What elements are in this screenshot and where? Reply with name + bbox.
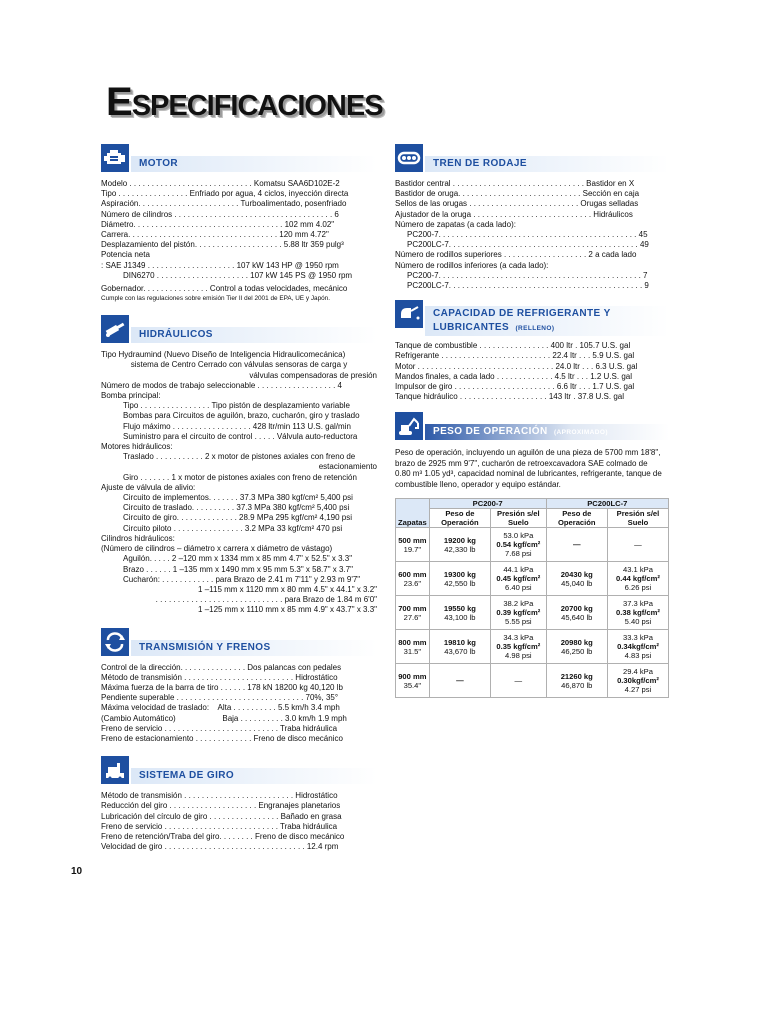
tren-specs [395, 179, 669, 291]
cell-value: 19200 kg [443, 535, 476, 545]
spec-line: Cucharón: . . . . . . . . . . . . para Brazo de 2.41 m 7'11" y 2.93 m 9'7" [123, 574, 361, 584]
col-peso: Peso de Operación [429, 509, 490, 528]
cell-value: 900 mm [398, 671, 427, 681]
col-peso: Peso de Operación [546, 509, 607, 528]
table-cell [429, 562, 490, 596]
spec-line: Método de transmisión . . . . . . . . . . . . . . . . . . . . . . . . . Hidrostático [101, 791, 338, 801]
cell-value: 43,100 lb [444, 612, 476, 622]
spec-line: Impulsor de giro . . . . . . . . . . . . . . . . . . . . . . . 6.6 ltr . . . 1.7 U.S. gal [395, 382, 635, 392]
table-cell [396, 630, 430, 664]
spec-line: Aspiración. . . . . . . . . . . . . . . . . . . . . . . Turboalimentado, posenfriado [101, 199, 347, 209]
spec-line: PC200-7. . . . . . . . . . . . . . . . . . . . . . . . . . . . . . . . . . . . . . . . . . . . . 45 [407, 230, 648, 240]
spec-line: Pendiente superable . . . . . . . . . . . . . . . . . . . . . . . . . . . . . 70%, 35° [101, 693, 339, 703]
spec-line: : SAE J1349 . . . . . . . . . . . . . . . . . . . . 107 kW 143 HP @ 1950 rpm [101, 260, 339, 270]
cell-value: 19.7" [403, 544, 422, 554]
cell-value: 4.83 psi [624, 651, 652, 661]
motor-header [101, 142, 377, 176]
spec-line: DIN6270 . . . . . . . . . . . . . . . . . . . . . 107 kW 145 PS @ 1950 rpm [123, 270, 353, 280]
spec-line: Tipo . . . . . . . . . . . . . . . . Enfriado por agua, 4 ciclos, inyección directa [101, 189, 349, 199]
spec-line: Aguilón. . . . . 2 –120 mm x 1334 mm x 85 mm 4.7" x 52.5" x 3.3" [123, 554, 353, 564]
motor-title: MOTOR [139, 158, 179, 169]
spec-line: Bombas para Circuitos de aguilón, brazo, cucharón, giro y traslado [123, 411, 360, 421]
capacidad-title: CAPACIDAD DE REFRIGERANTE Y LUBRICANTES (RELLENO) [433, 308, 611, 334]
spec-line: Motores hidráulicos: [101, 442, 173, 452]
cell-value: 20700 kg [560, 603, 593, 613]
cell-value: 4.27 psi [624, 685, 652, 695]
spec-line: Gobernador. . . . . . . . . . . . . . . Control a todas velocidades, mecánico [101, 284, 348, 294]
left-column [101, 140, 377, 852]
table-row [396, 664, 669, 698]
cell-value: 0.38 kgf/cm² [616, 608, 660, 618]
cell-value: 20430 kg [560, 569, 593, 579]
transmision-specs [101, 663, 377, 745]
engine-icon [101, 144, 129, 172]
spec-line: Freno de servicio . . . . . . . . . . . . . . . . . . . . . . . . . . Traba hidráulica [101, 723, 338, 733]
table-cell [491, 562, 546, 596]
table-cell [546, 528, 607, 562]
spec-line: Refrigerante . . . . . . . . . . . . . . . . . . . . . . . . . 22.4 ltr . . . 5.9 U.S. gal [395, 351, 635, 361]
table-cell [396, 596, 430, 630]
cell-value: 5.55 psi [505, 617, 532, 627]
cell-value: 27.6" [403, 612, 422, 622]
cell-value: — [514, 676, 523, 686]
table-cell [546, 630, 607, 664]
cell-value: 6.40 psi [505, 583, 532, 593]
spec-line: (Número de cilindros – diámetro x carrera x diámetro de vástago) [101, 544, 333, 554]
weight-table [395, 498, 669, 698]
spec-line: (Cambio Automático) Baja . . . . . . . . . . 3.0 km/h 1.9 mph [101, 713, 347, 723]
col-zapatas: Zapatas [396, 499, 430, 528]
motor-specs [101, 179, 377, 303]
giro-header [101, 754, 377, 788]
peso-title: PESO DE OPERACIÓN (APROXIMADO) [433, 426, 608, 438]
cell-value: 600 mm [398, 569, 427, 579]
spec-line: Número de zapatas (a cada lado): [395, 219, 516, 229]
table-cell [396, 528, 430, 562]
model-pc200lc: PC200LC-7 [546, 499, 668, 509]
cell-value: 500 mm [398, 535, 427, 545]
spec-line: Potencia neta [101, 250, 150, 260]
spec-line: Máxima velocidad de traslado: Alta . . . . . . . . . . 5.5 km/h 3.4 mph [101, 703, 340, 713]
spec-line: Número de modos de trabajo seleccionable . . . . . . . . . . . . . . . . . . 4 [101, 380, 342, 390]
cell-value: 42,550 lb [444, 578, 476, 588]
emission-note: Cumple con las regulaciones sobre emisión Tier II del 2001 de EPA, UE y Japón. [101, 295, 331, 303]
cell-value: 34.3 kPa [503, 633, 534, 643]
spec-line: 1 –115 mm x 1120 mm x 80 mm 4.5" x 44.1" x 3.2" [198, 584, 377, 594]
right-column [395, 140, 669, 698]
spec-line: Bomba principal: [101, 391, 161, 401]
hidraulicos-specs [101, 350, 377, 615]
spec-line: Máxima fuerza de la barra de tiro . . . . . . 178 kN 18200 kg 40,120 lb [101, 682, 343, 692]
cell-value: 44.1 kPa [503, 565, 534, 575]
spec-line: Carrera. . . . . . . . . . . . . . . . . . . . . . . . . . . . . . . . . . 120 mm 4.72" [101, 230, 329, 240]
table-cell [546, 596, 607, 630]
table-row [396, 630, 669, 664]
track-icon [395, 144, 423, 172]
cell-value: 21260 kg [560, 671, 593, 681]
hidraulicos-header [101, 313, 377, 347]
peso-header [395, 410, 669, 444]
cell-value: 29.4 kPa [622, 667, 653, 677]
spec-line: Circuito de implementos. . . . . . . 37.3 MPa 380 kgf/cm² 5,400 psi [123, 493, 353, 503]
spec-line: Modelo . . . . . . . . . . . . . . . . . . . . . . . . . . . . Komatsu SAA6D102E-2 [101, 179, 340, 188]
table-cell [607, 664, 668, 698]
table-cell [546, 664, 607, 698]
spec-line: Tanque de combustible . . . . . . . . . . . . . . . . 400 ltr . 105.7 U.S. gal [395, 341, 631, 351]
cell-value: 0.54 kgf/cm² [496, 540, 541, 550]
cell-value: 19550 kg [443, 603, 476, 613]
cell-value: 19300 kg [443, 569, 476, 579]
table-cell [607, 528, 668, 562]
spec-line: Número de cilindros . . . . . . . . . . . . . . . . . . . . . . . . . . . . . . . . . . . . 6 [101, 209, 339, 219]
tren-title: TREN DE RODAJE [433, 158, 527, 169]
page-number: 10 [71, 866, 83, 877]
table-row [396, 596, 669, 630]
swing-system-icon [101, 756, 129, 784]
cell-value: 0.35 kgf/cm² [496, 642, 541, 652]
spec-line: Tipo . . . . . . . . . . . . . . . . Tipo pistón de desplazamiento variable [123, 401, 350, 411]
capacidad-specs [395, 341, 669, 402]
spec-line: Tanque hidráulico . . . . . . . . . . . . . . . . . . . . 143 ltr . 37.8 U.S. gal [395, 392, 624, 402]
spec-line: Mandos finales, a cada lado . . . . . . . . . . . . . 4.5 ltr . . . 1.2 U.S. gal [395, 371, 632, 381]
spec-line: Lubricación del círculo de giro . . . . . . . . . . . . . . . . Bañado en grasa [101, 811, 342, 821]
cell-value: 20980 kg [560, 637, 593, 647]
col-presion: Presión s/el Suelo [607, 509, 668, 528]
cell-value: 31.5" [403, 646, 422, 656]
table-cell [396, 664, 430, 698]
spec-line: Ajuste de válvula de alivio: [101, 482, 196, 492]
cell-value: 23.6" [403, 578, 422, 588]
spec-line: . . . . . . . . . . . . . . . . . . . . . . . . . . . . . para Brazo de 1.84 m 6'0" [155, 595, 377, 605]
spec-line: Tipo Hydraumind (Nuevo Diseño de Inteligencia Hidraulicomecánica) [101, 350, 346, 360]
spec-line: Suministro para el circuito de control . . . . . Válvula auto-reductora [123, 431, 358, 441]
cell-value: — [634, 540, 642, 550]
cell-value: — [572, 540, 581, 550]
cell-value: 0.44 kgf/cm² [616, 574, 660, 584]
cell-value: 33.3 kPa [622, 633, 653, 643]
cell-value: 43.1 kPa [622, 565, 653, 575]
table-cell [607, 562, 668, 596]
spec-line: Freno de estacionamiento . . . . . . . . . . . . . Freno de disco mecánico [101, 733, 343, 743]
peso-description: Peso de operación, incluyendo un aguilón de una pieza de 5700 mm 18'8", brazo de 2925 mm 9'7", cucharón de retroexcavadora SAE colmado de 0.80 m³ 1.05 yd³, capacidad nominal de lubricantes, refrigerante, tanque de combustible lleno, operador y equipo estándar. [395, 448, 662, 489]
cell-value: 0.39 kgf/cm² [496, 608, 541, 618]
excavator-icon [395, 412, 423, 440]
table-cell [429, 528, 490, 562]
spec-line: Flujo máximo . . . . . . . . . . . . . . . . . . 428 ltr/min 113 U.S. gal/min [123, 421, 351, 431]
cell-value: 37.3 kPa [622, 599, 653, 609]
model-pc200: PC200-7 [429, 499, 546, 509]
spec-line: estacionamiento [318, 462, 377, 472]
table-cell [429, 596, 490, 630]
cell-value: 45,040 lb [561, 578, 593, 588]
spec-line: Circuito de traslado. . . . . . . . . . 37.3 MPa 380 kgf/cm² 5,400 psi [123, 503, 350, 513]
hydraulic-cylinder-icon [101, 315, 129, 343]
cell-value: 46,250 lb [561, 646, 593, 656]
cell-value: 38.2 kPa [503, 599, 534, 609]
spec-line: Brazo . . . . . . 1 –135 mm x 1490 mm x 95 mm 5.3" x 58.7" x 3.7" [123, 564, 353, 574]
spec-line: Bastidor de oruga. . . . . . . . . . . . . . . . . . . . . . . . . . . . Sección en caja [395, 189, 640, 199]
weight-table-body [396, 528, 669, 698]
transmision-header [101, 626, 377, 660]
cell-value: 5.40 psi [624, 617, 652, 627]
table-cell [491, 630, 546, 664]
cell-value: 19810 kg [443, 637, 476, 647]
spec-line: sistema de Centro Cerrado con válvulas sensoras de carga y [130, 360, 348, 370]
cell-value: 6.26 psi [624, 583, 652, 593]
spec-line: PC200LC-7. . . . . . . . . . . . . . . . . . . . . . . . . . . . . . . . . . . . . . . . . . . 49 [407, 240, 649, 250]
spec-line: Bastidor central . . . . . . . . . . . . . . . . . . . . . . . . . . . . . . Bastidor en X [395, 179, 635, 188]
spec-line: Circuito piloto . . . . . . . . . . . . . . . . 3.2 MPa 33 kgf/cm² 470 psi [123, 523, 343, 533]
spec-line: Control de la dirección. . . . . . . . . . . . . . . Dos palancas con pedales [101, 662, 342, 672]
cell-value: 0.34kgf/cm² [617, 642, 659, 652]
spec-line: Sellos de las orugas . . . . . . . . . . . . . . . . . . . . . . . . . Orugas selladas [395, 199, 639, 209]
spec-line: Desplazamiento del pistón. . . . . . . . . . . . . . . . . . . . 5.88 ltr 359 pulg³ [101, 240, 344, 250]
spec-line: Motor . . . . . . . . . . . . . . . . . . . . . . . . . . . . . . . 24.0 ltr . . . 6.3 U.S. gal [395, 361, 638, 371]
transmission-arrows-icon [101, 628, 129, 656]
table-cell [491, 596, 546, 630]
table-cell [491, 664, 546, 698]
giro-title: SISTEMA DE GIRO [139, 770, 235, 782]
spec-line: Traslado . . . . . . . . . . . 2 x motor de pistones axiales con freno de [123, 452, 356, 462]
cell-value: 42,330 lb [444, 544, 476, 554]
spec-line: 1 –125 mm x 1110 mm x 85 mm 4.9" x 43.7" x 3.3" [198, 605, 377, 615]
spec-line: Velocidad de giro . . . . . . . . . . . . . . . . . . . . . . . . . . . . . . . . 12.4 rpm [101, 842, 339, 852]
giro-specs [101, 791, 377, 852]
spec-line: Método de transmisión . . . . . . . . . . . . . . . . . . . . . . . . . Hidrostático [101, 672, 338, 682]
cell-value: — [456, 676, 464, 686]
cell-value: 46,870 lb [561, 680, 593, 690]
cell-value: 0.30kgf/cm² [617, 676, 659, 686]
spec-line: Circuito de giro. . . . . . . . . . . . . . 28.9 MPa 295 kgf/cm² 4,190 psi [123, 513, 352, 523]
cell-value: 35.4" [403, 680, 422, 690]
spec-line: válvulas compensadoras de presión [249, 370, 377, 380]
cell-value: 700 mm [398, 603, 427, 613]
tren-header [395, 142, 669, 176]
spec-line: Reducción del giro . . . . . . . . . . . . . . . . . . . . Engranajes planetarios [101, 801, 341, 811]
spec-line: Diámetro. . . . . . . . . . . . . . . . . . . . . . . . . . . . . . . . . . 102 mm 4.02" [101, 219, 335, 229]
capacidad-header [395, 294, 669, 338]
cell-value: 43,670 lb [444, 646, 476, 656]
cell-value: 800 mm [398, 637, 427, 647]
table-cell [607, 630, 668, 664]
spec-line: PC200LC-7. . . . . . . . . . . . . . . . . . . . . . . . . . . . . . . . . . . . . . . . . . . . 9 [407, 281, 649, 291]
spec-line: Número de rodillos superiores . . . . . . . . . . . . . . . . . . . 2 a cada lado [395, 250, 637, 260]
spec-line: Cilindros hidráulicos: [101, 533, 175, 543]
spec-line: Freno de servicio . . . . . . . . . . . . . . . . . . . . . . . . . . Traba hidráulica [101, 821, 338, 831]
table-row [396, 528, 669, 562]
spec-line: Giro . . . . . . . 1 x motor de pistones axiales con freno de retención [123, 472, 357, 482]
table-row [396, 562, 669, 596]
oil-can-icon [395, 300, 423, 328]
cell-value: 45,640 lb [561, 612, 593, 622]
spec-line: Freno de retención/Traba del giro. . . . . . . . Freno de disco mecánico [101, 831, 345, 841]
cell-value: 0.45 kgf/cm² [496, 574, 541, 584]
cell-value: 4.98 psi [505, 651, 532, 661]
table-cell [546, 562, 607, 596]
table-cell [396, 562, 430, 596]
hidraulicos-title: HIDRÁULICOS [139, 329, 213, 341]
table-cell [491, 528, 546, 562]
spec-line: Ajustador de la oruga . . . . . . . . . . . . . . . . . . . . . . . . . . . Hidráulicos [395, 209, 633, 219]
table-cell [429, 630, 490, 664]
col-presion: Presión s/el Suelo [491, 509, 546, 528]
transmision-title: TRANSMISIÓN Y FRENOS [139, 641, 271, 653]
table-cell [607, 596, 668, 630]
table-cell [429, 664, 490, 698]
spec-line: PC200-7. . . . . . . . . . . . . . . . . . . . . . . . . . . . . . . . . . . . . . . . . . . . . . 7 [407, 270, 648, 280]
spec-line: Número de rodillos inferiores (a cada lado): [395, 260, 549, 270]
page-title: ESPECIFICACIONES [106, 80, 383, 124]
cell-value: 53.0 kPa [503, 531, 534, 541]
cell-value: 7.68 psi [505, 549, 532, 559]
